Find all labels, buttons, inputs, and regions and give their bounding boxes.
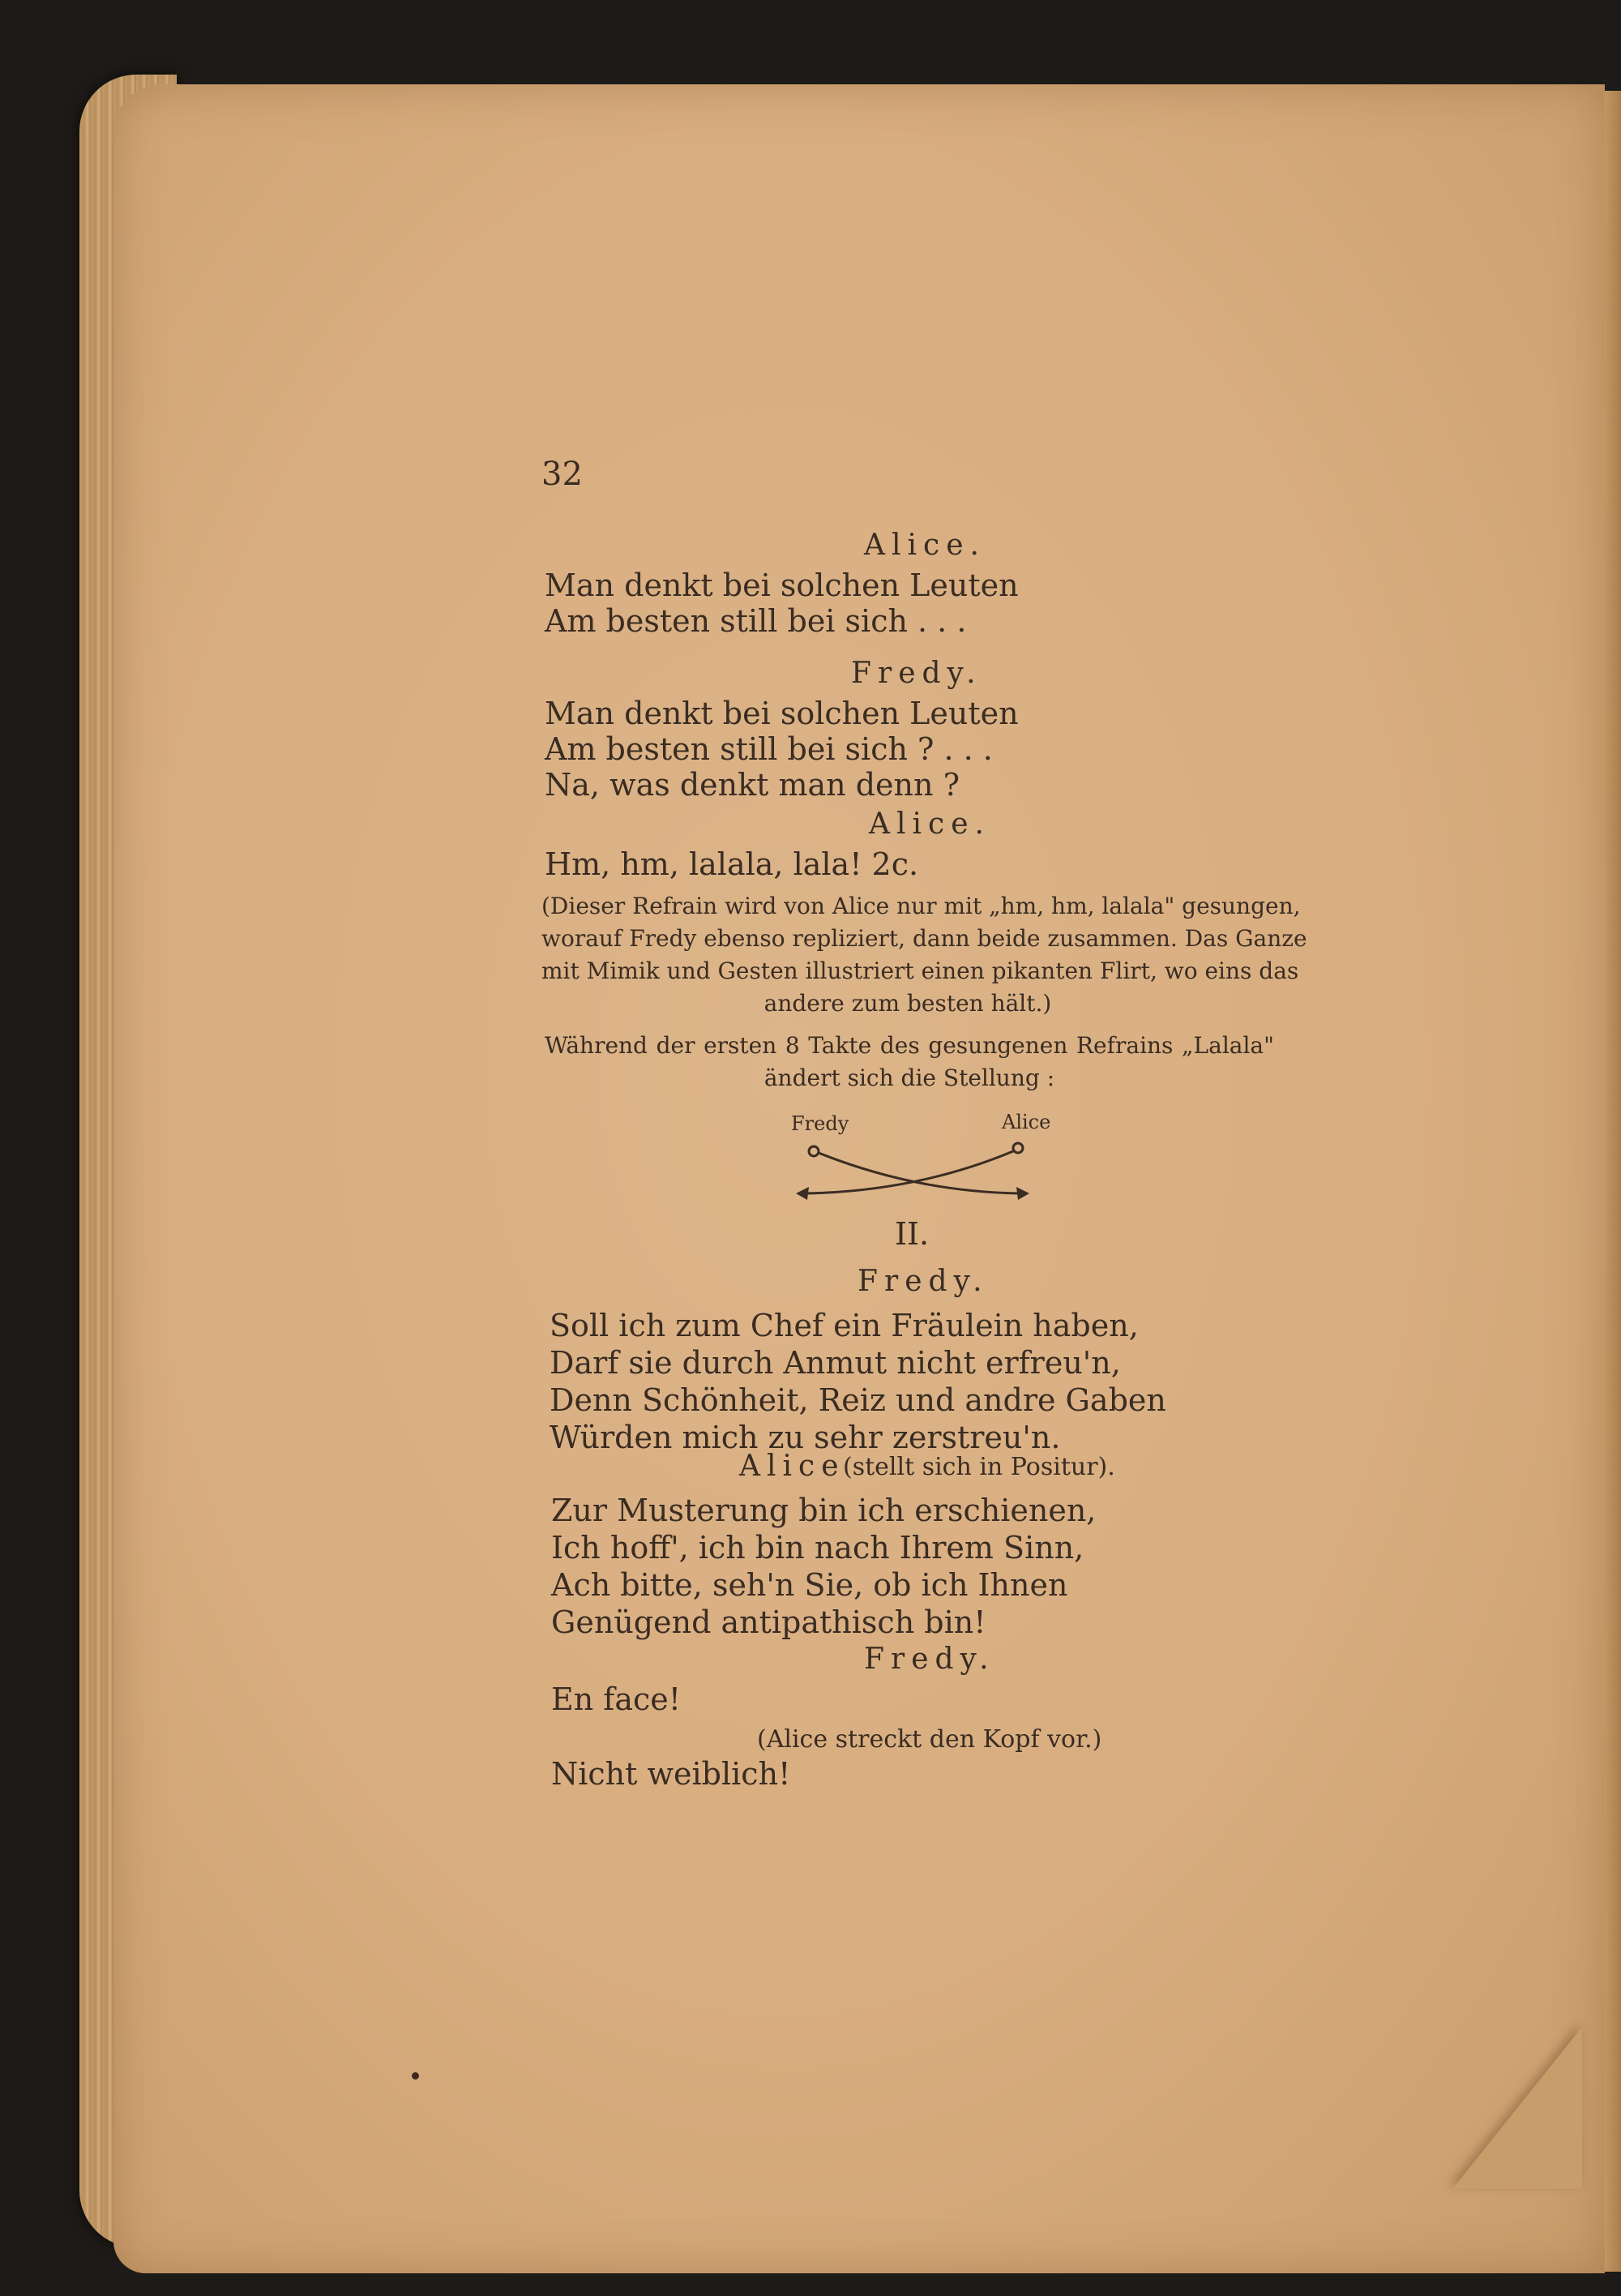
verse-line: Darf sie durch Anmut nicht erfreu'n, xyxy=(550,1345,1121,1381)
note-line: mit Mimik und Gesten illustriert einen pikanten Flirt, wo eins das xyxy=(541,957,1299,984)
speaker-fredy: Fredy. xyxy=(858,1265,989,1298)
direction-line: ändert sich die Stellung : xyxy=(763,1064,1055,1091)
speaker-alice: Alice. xyxy=(864,529,986,562)
speaker-alice: Alice xyxy=(739,1450,845,1483)
speaker-fredy: Fredy. xyxy=(864,1643,995,1676)
fredy-path xyxy=(819,1153,1020,1193)
ink-spot xyxy=(412,2072,419,2080)
note-line: andere zum besten hält.) xyxy=(763,990,1052,1017)
arrowhead-right xyxy=(1016,1187,1029,1200)
verse-line: Na, was denkt man denn ? xyxy=(545,767,960,803)
folded-corner xyxy=(1452,2027,1582,2189)
dialogue-line: En face! xyxy=(551,1681,682,1717)
alice-start-marker xyxy=(1013,1143,1023,1153)
verse-block-alice xyxy=(545,568,1019,639)
note-line: worauf Fredy ebenso repliziert, dann beide zusammen. Das Ganze xyxy=(541,925,1307,952)
stage-note xyxy=(541,890,1307,1020)
speaker-alice: Alice. xyxy=(869,807,990,841)
speaker-direction: (stellt sich in Positur). xyxy=(843,1453,1115,1481)
verse-line: Man denkt bei solchen Leuten xyxy=(545,696,1019,731)
verse-line: Am besten still bei sich . . . xyxy=(545,603,967,639)
refrain-line: Hm, hm, lalala, lala! 2c. xyxy=(545,846,919,882)
verse-line: Soll ich zum Chef ein Fräulein haben, xyxy=(550,1308,1139,1343)
verse-block-alice xyxy=(551,1492,1096,1641)
stage-direction-inline: (Alice streckt den Kopf vor.) xyxy=(757,1725,1102,1754)
verse-line: Ich hoff', ich bin nach Ihrem Sinn, xyxy=(551,1530,1084,1566)
verse-block-fredy xyxy=(550,1307,1166,1456)
verse-block-fredy xyxy=(545,696,1019,803)
verse-line: Würden mich zu sehr zerstreu'n. xyxy=(550,1420,1061,1455)
diagram-label-alice: Alice xyxy=(1002,1111,1051,1133)
verse-line: Am besten still bei sich ? . . . xyxy=(545,731,993,767)
verse-line: Denn Schönheit, Reiz und andre Gaben xyxy=(550,1382,1166,1418)
fredy-start-marker xyxy=(809,1146,819,1156)
verse-line: Genügend antipathisch bin! xyxy=(551,1604,986,1640)
verse-line: Ach bitte, seh'n Sie, ob ich Ihnen xyxy=(551,1567,1068,1603)
page-number: 32 xyxy=(541,456,583,493)
dialogue-line: Nicht weiblich! xyxy=(551,1756,791,1792)
section-numeral: II. xyxy=(895,1216,930,1252)
alice-path xyxy=(804,1151,1013,1193)
verse-line: Man denkt bei solchen Leuten xyxy=(545,568,1019,603)
note-line: (Dieser Refrain wird von Alice nur mit „hm, hm, lalala" gesungen, xyxy=(541,893,1301,919)
arrowhead-left xyxy=(796,1187,809,1200)
verse-line: Zur Musterung bin ich erschienen, xyxy=(551,1493,1097,1528)
stage-direction xyxy=(545,1030,1274,1094)
diagram-label-fredy: Fredy xyxy=(791,1112,849,1135)
speaker-fredy: Fredy. xyxy=(851,657,982,690)
crossing-arrows-diagram xyxy=(794,1135,1037,1208)
direction-line: Während der ersten 8 Takte des gesungenen Refrains „Lalala" xyxy=(545,1032,1274,1059)
